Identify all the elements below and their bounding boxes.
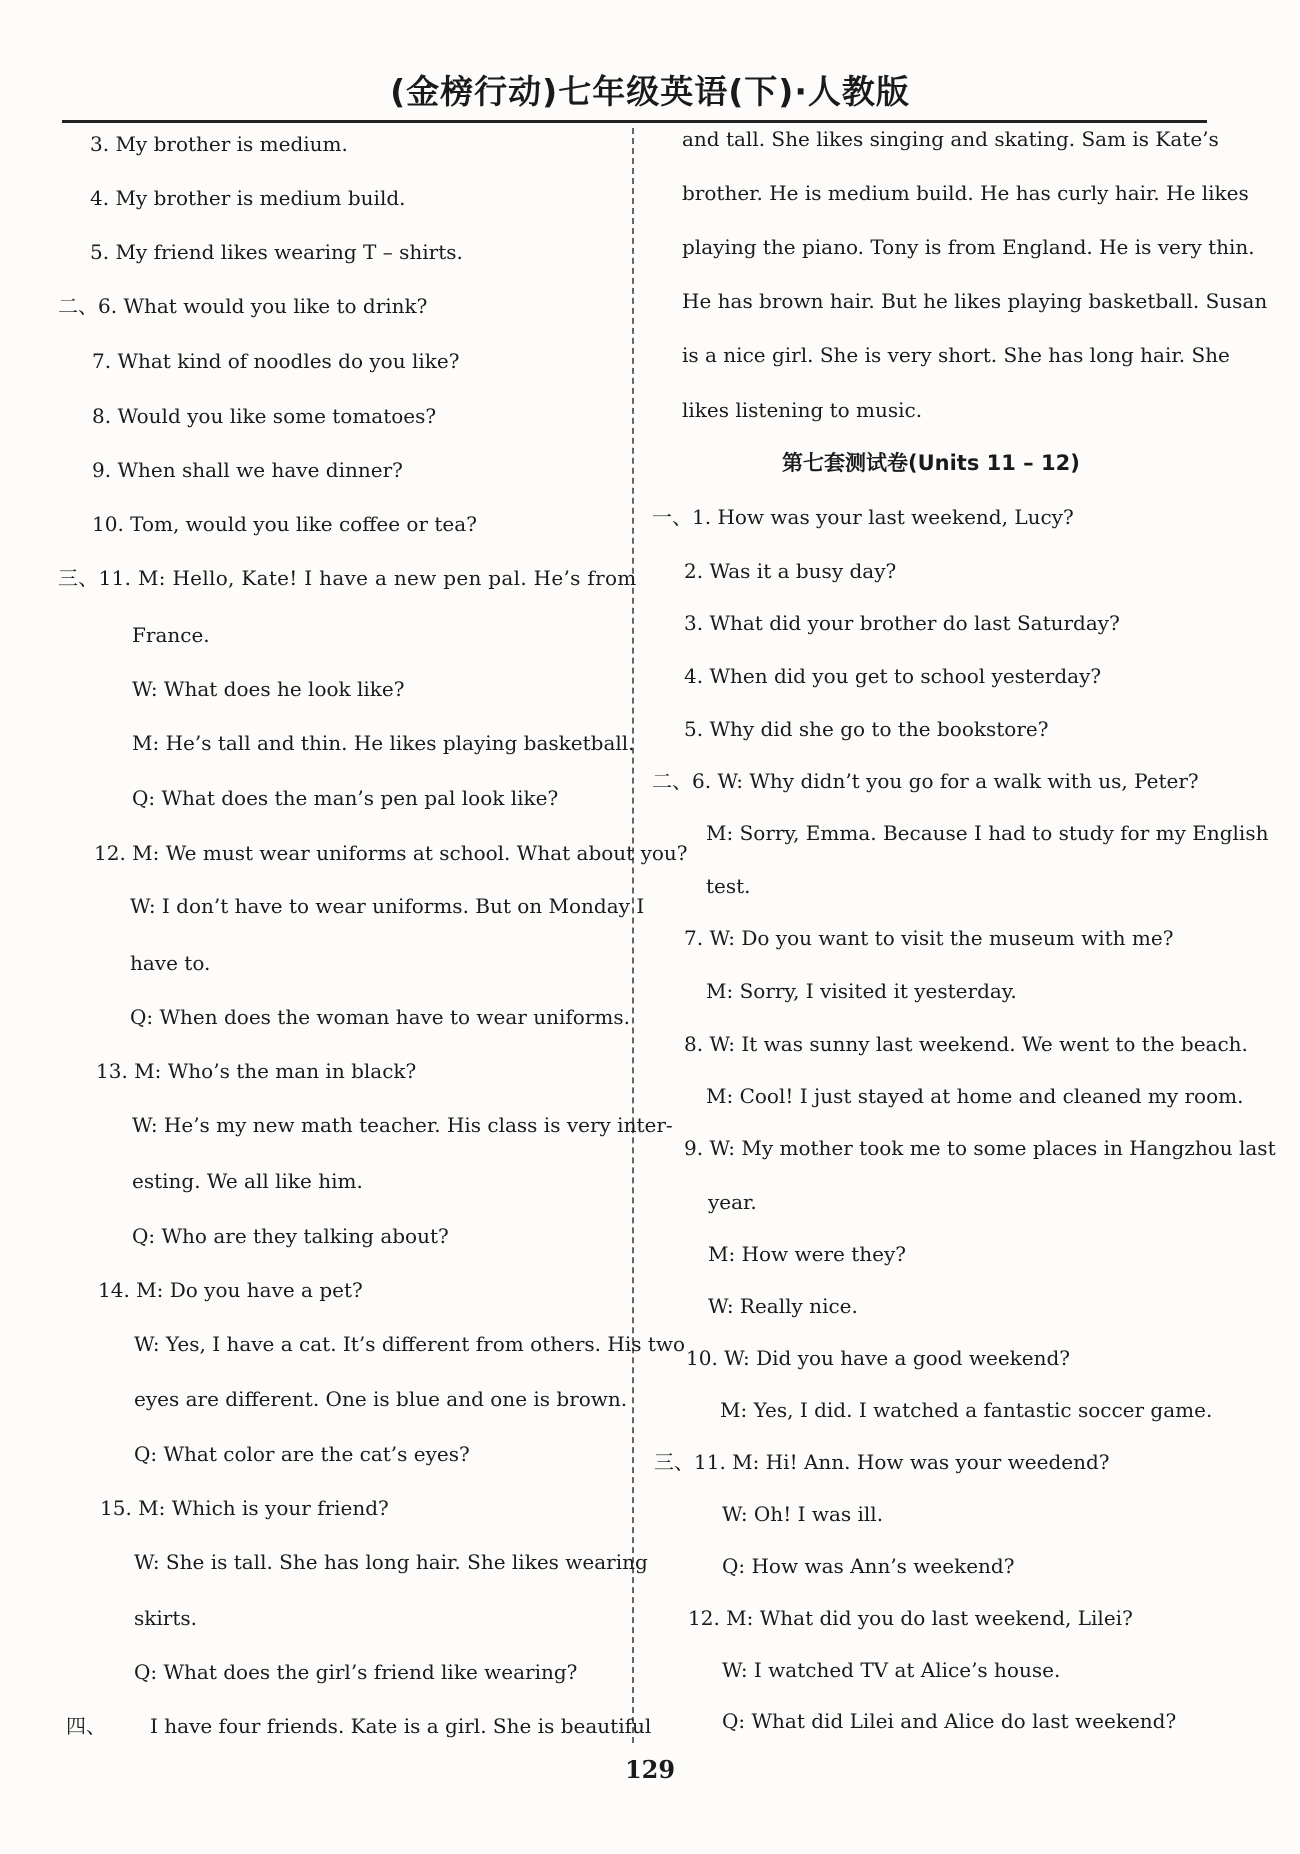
text-line: test. [706,874,751,898]
text-line: W: Oh! I was ill. [722,1502,884,1526]
text-line: M: Yes, I did. I watched a fantastic soccer game. [720,1398,1213,1422]
column-divider [632,128,634,1743]
text-line: skirts. [134,1606,197,1630]
text-line: 12. M: What did you do last weekend, Lilei? [688,1606,1133,1630]
text-line: 10. Tom, would you like coffee or tea? [92,512,477,536]
text-line: Q: How was Ann’s weekend? [722,1554,1015,1578]
text-line: esting. We all like him. [132,1169,363,1193]
header-rule [62,120,1207,123]
text-line: 14. M: Do you have a pet? [98,1278,363,1302]
text-line: 二、6. W: Why didn’t you go for a walk with us, Peter? [652,769,1199,793]
text-line: year. [708,1190,757,1214]
text-line: 8. Would you like some tomatoes? [92,404,437,428]
text-line: 2. Was it a busy day? [684,559,897,583]
text-line: Q: When does the woman have to wear uniforms. [130,1005,630,1029]
text-line: 3. My brother is medium. [90,132,348,156]
text-line: 4. My brother is medium build. [90,186,406,210]
text-line: I have four friends. Kate is a girl. She is beautiful [150,1714,652,1738]
text-line: 9. W: My mother took me to some places in Hangzhou last [684,1136,1276,1160]
text-line: 3. What did your brother do last Saturday? [684,611,1120,635]
text-line: Q: What does the man’s pen pal look like? [132,786,559,810]
text-line: likes listening to music. [682,398,923,422]
text-line: W: I watched TV at Alice’s house. [722,1658,1061,1682]
section-label: 四、 [66,1714,106,1738]
text-line: Q: What does the girl’s friend like wearing? [134,1660,578,1684]
text-line: M: Sorry, I visited it yesterday. [706,979,1017,1003]
text-line: playing the piano. Tony is from England. He is very thin. [682,235,1255,259]
section-title: 第七套测试卷(Units 11 – 12) [782,451,1080,475]
text-line: 8. W: It was sunny last weekend. We went to the beach. [684,1032,1248,1056]
text-line: 三、11. M: Hi! Ann. How was your weedend? [654,1450,1110,1474]
text-line: W: Yes, I have a cat. It’s different from others. His two [134,1332,686,1356]
text-line: 15. M: Which is your friend? [100,1496,389,1520]
text-line: 5. My friend likes wearing T – shirts. [90,240,463,264]
text-line: M: Cool! I just stayed at home and cleaned my room. [706,1084,1244,1108]
text-line: Q: What color are the cat’s eyes? [134,1442,470,1466]
text-line: 二、6. What would you like to drink? [58,294,428,318]
text-line: and tall. She likes singing and skating. Sam is Kate’s [682,127,1219,151]
text-line: eyes are different. One is blue and one is brown. [134,1387,628,1411]
text-line: 一、1. How was your last weekend, Lucy? [652,505,1074,529]
text-line: France. [132,623,210,647]
text-line: 7. What kind of noodles do you like? [92,349,460,373]
text-line: 5. Why did she go to the bookstore? [684,717,1049,741]
text-line: brother. He is medium build. He has curly hair. He likes [682,181,1249,205]
page-header-title: (金榜行动)七年级英语(下)·人教版 [390,72,910,111]
text-line: 4. When did you get to school yesterday? [684,664,1102,688]
text-line: M: Sorry, Emma. Because I had to study for my English [706,821,1269,845]
text-line: Q: What did Lilei and Alice do last weekend? [722,1709,1177,1733]
text-line: M: How were they? [708,1242,907,1266]
text-line: W: Really nice. [708,1294,858,1318]
text-line: W: He’s my new math teacher. His class is very inter- [132,1113,673,1137]
text-line: Q: Who are they talking about? [132,1224,449,1248]
text-line: is a nice girl. She is very short. She has long hair. She [682,343,1230,367]
text-line: 13. M: Who’s the man in black? [96,1059,417,1083]
text-line: W: I don’t have to wear uniforms. But on Monday I [130,894,645,918]
text-line: 7. W: Do you want to visit the museum with me? [684,926,1174,950]
text-line: He has brown hair. But he likes playing basketball. Susan [682,289,1268,313]
text-line: 9. When shall we have dinner? [92,458,403,482]
page-number: 129 [624,1755,676,1784]
text-line: 10. W: Did you have a good weekend? [686,1346,1071,1370]
text-line: have to. [130,951,211,975]
text-line: 12. M: We must wear uniforms at school. What about you? [94,841,688,865]
text-line: M: He’s tall and thin. He likes playing basketball. [132,731,635,755]
text-line: 三、11. M: Hello, Kate! I have a new pen pal. He’s from [58,566,637,590]
text-line: W: What does he look like? [132,677,405,701]
text-line: W: She is tall. She has long hair. She likes wearing [134,1550,648,1574]
